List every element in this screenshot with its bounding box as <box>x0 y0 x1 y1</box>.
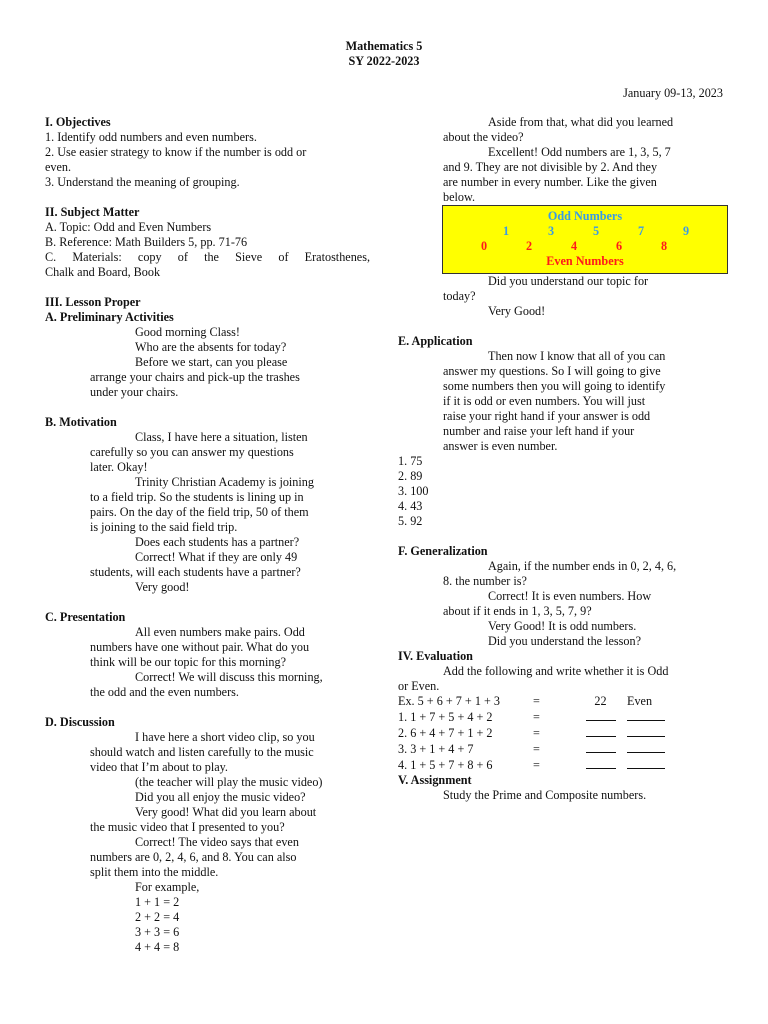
text-line: Very Good! <box>488 304 546 318</box>
left-column <box>45 115 370 955</box>
odd-numbers-label: Odd Numbers <box>547 209 623 223</box>
evaluation-table <box>398 694 665 773</box>
sum-blank[interactable] <box>586 709 616 721</box>
objective-item: 1. Identify odd numbers and even numbers. <box>45 130 257 144</box>
application-item: 1. 75 <box>398 454 423 468</box>
odd-even-blank[interactable] <box>627 725 665 737</box>
text-line: Did you all enjoy the music video? <box>135 790 306 804</box>
text-line: about the video? <box>443 130 524 144</box>
motivation-heading: B. Motivation <box>45 415 117 429</box>
subject-title: Mathematics 5 <box>345 39 423 53</box>
text-line: some numbers then you will going to identify <box>443 379 666 393</box>
equals-sign: = <box>533 709 540 724</box>
assignment-text: Study the Prime and Composite numbers. <box>443 788 647 802</box>
text-line: number and raise your left hand if your <box>443 424 635 438</box>
text-line: numbers have one without pair. What do you <box>90 640 310 654</box>
text-line: to a field trip. So the students is lining up in <box>90 490 304 504</box>
equals-sign: = <box>533 694 540 708</box>
expression: 4. 1 + 5 + 7 + 8 + 6 <box>398 757 493 772</box>
even-numbers-label: Even Numbers <box>546 254 624 268</box>
text-line: Very good! <box>135 580 190 594</box>
even-number: 4 <box>570 239 578 253</box>
application-item: 3. 100 <box>398 484 429 498</box>
evaluation-heading: IV. Evaluation <box>398 649 473 663</box>
subject-item: A. Topic: Odd and Even Numbers <box>45 220 212 234</box>
text-line: Correct! It is even numbers. How <box>488 589 652 603</box>
even-number: 8 <box>660 239 668 253</box>
subject-matter-heading: II. Subject Matter <box>45 205 140 219</box>
discussion-heading: D. Discussion <box>45 715 115 729</box>
text-line: Aside from that, what did you learned <box>488 115 674 129</box>
odd-number: 9 <box>682 224 690 238</box>
right-column <box>398 115 730 803</box>
text-line: today? <box>443 289 476 303</box>
sum-value: 22 <box>594 694 607 708</box>
text-line: (the teacher will play the music video) <box>135 775 323 789</box>
text-line: later. Okay! <box>90 460 148 474</box>
sum-blank[interactable] <box>586 757 616 769</box>
text-line: Did you understand the lesson? <box>488 634 641 648</box>
text-line: Correct! We will discuss this morning, <box>135 670 323 684</box>
subject-item: B. Reference: Math Builders 5, pp. 71-76 <box>45 235 248 249</box>
odd-even-box <box>442 205 728 274</box>
objective-item: 2. Use easier strategy to know if the number is odd or <box>45 145 307 159</box>
text-line: Did you understand our topic for <box>488 274 649 288</box>
odd-number: 7 <box>637 224 645 238</box>
evaluation-row <box>398 709 665 725</box>
even-number: 6 <box>615 239 623 253</box>
document-title <box>0 39 768 69</box>
example-equation: 4 + 4 = 8 <box>135 940 180 954</box>
text-line: raise your right hand if your answer is odd <box>443 409 651 423</box>
objective-item: 3. Understand the meaning of grouping. <box>45 175 240 189</box>
presentation-heading: C. Presentation <box>45 610 126 624</box>
text-line: should watch and listen carefully to the music <box>90 745 314 759</box>
text-line: Class, I have here a situation, listen <box>135 430 308 444</box>
text-line: is joining to the said field trip. <box>90 520 238 534</box>
equals-sign: = <box>533 757 540 772</box>
text-line: Correct! What if they are only 49 <box>135 550 298 564</box>
odd-even-blank[interactable] <box>627 741 665 753</box>
text-line: are number in every number. Like the given <box>443 175 657 189</box>
text-line: Trinity Christian Academy is joining <box>135 475 314 489</box>
text-line: answer is even number. <box>443 439 558 453</box>
expression: Ex. 5 + 6 + 7 + 1 + 3 <box>398 694 500 708</box>
text-line: Correct! The video says that even <box>135 835 299 849</box>
equals-sign: = <box>533 741 540 756</box>
assignment-heading: V. Assignment <box>398 773 472 787</box>
application-item: 4. 43 <box>398 499 423 513</box>
application-heading: E. Application <box>398 334 473 348</box>
text-line: Before we start, can you please <box>135 355 288 369</box>
preliminary-heading: A. Preliminary Activities <box>45 310 174 324</box>
odd-even-blank[interactable] <box>627 757 665 769</box>
text-line: For example, <box>135 880 200 894</box>
evaluation-row <box>398 741 665 757</box>
even-numbers-row <box>443 239 727 254</box>
sum-blank[interactable] <box>586 725 616 737</box>
objective-item: even. <box>45 160 72 174</box>
text-line: and 9. They are not divisible by 2. And they <box>443 160 658 174</box>
subject-item: Chalk and Board, Book <box>45 265 161 279</box>
odd-even-blank[interactable] <box>627 709 665 721</box>
even-number: 0 <box>480 239 488 253</box>
evaluation-row <box>398 757 665 773</box>
text-line: under your chairs. <box>90 385 179 399</box>
text-line: Who are the absents for today? <box>135 340 287 354</box>
application-item: 5. 92 <box>398 514 423 528</box>
odd-number: 1 <box>502 224 510 238</box>
text-line: Add the following and write whether it is Odd <box>443 664 669 678</box>
text-line: I have here a short video clip, so you <box>135 730 315 744</box>
generalization-heading: F. Generalization <box>398 544 488 558</box>
text-line: or Even. <box>398 679 440 693</box>
text-line: split them into the middle. <box>90 865 219 879</box>
text-line: if it is odd or even numbers. You will just <box>443 394 646 408</box>
text-line: below. <box>443 190 476 204</box>
expression: 1. 1 + 7 + 5 + 4 + 2 <box>398 709 493 724</box>
odd-even-value: Even <box>627 694 653 708</box>
text-line: carefully so you can answer my questions <box>90 445 294 459</box>
lesson-proper-heading: III. Lesson Proper <box>45 295 141 309</box>
lesson-date: January 09-13, 2023 <box>623 86 723 100</box>
text-line: pairs. On the day of the field trip, 50 of them <box>90 505 309 519</box>
text-line: video that I’m about to play. <box>90 760 228 774</box>
text-line: Excellent! Odd numbers are 1, 3, 5, 7 <box>488 145 671 159</box>
even-number: 2 <box>525 239 533 253</box>
school-year: SY 2022-2023 <box>348 54 420 68</box>
text-line: the music video that I presented to you? <box>90 820 285 834</box>
equals-sign: = <box>533 725 540 740</box>
odd-number: 3 <box>547 224 555 238</box>
text-line: Again, if the number ends in 0, 2, 4, 6, <box>488 559 677 573</box>
expression: 3. 3 + 1 + 4 + 7 <box>398 741 474 756</box>
example-equation: 1 + 1 = 2 <box>135 895 180 909</box>
text-line: answer my questions. So I will going to give <box>443 364 661 378</box>
text-line: Does each students has a partner? <box>135 535 300 549</box>
example-equation: 3 + 3 = 6 <box>135 925 180 939</box>
text-line: students, will each students have a partner? <box>90 565 301 579</box>
subject-item: C. Materials: copy of the Sieve of Eratosthenes, <box>45 250 370 264</box>
sum-blank[interactable] <box>586 741 616 753</box>
evaluation-row <box>398 694 665 709</box>
text-line: think will be our topic for this morning? <box>90 655 286 669</box>
text-line: All even numbers make pairs. Odd <box>135 625 305 639</box>
text-line: the odd and the even numbers. <box>90 685 239 699</box>
text-line: numbers are 0, 2, 4, 6, and 8. You can also <box>90 850 297 864</box>
text-line: 8. the number is? <box>443 574 527 588</box>
example-equation: 2 + 2 = 4 <box>135 910 180 924</box>
text-line: Very Good! It is odd numbers. <box>488 619 637 633</box>
application-item: 2. 89 <box>398 469 423 483</box>
evaluation-row <box>398 725 665 741</box>
text-line: Good morning Class! <box>135 325 240 339</box>
odd-numbers-row <box>443 224 727 239</box>
text-line: arrange your chairs and pick-up the trashes <box>90 370 300 384</box>
odd-number: 5 <box>592 224 600 238</box>
text-line: Then now I know that all of you can <box>488 349 666 363</box>
text-line: Very good! What did you learn about <box>135 805 317 819</box>
text-line: about if it ends in 1, 3, 5, 7, 9? <box>443 604 592 618</box>
expression: 2. 6 + 4 + 7 + 1 + 2 <box>398 725 493 740</box>
objectives-heading: I. Objectives <box>45 115 111 129</box>
